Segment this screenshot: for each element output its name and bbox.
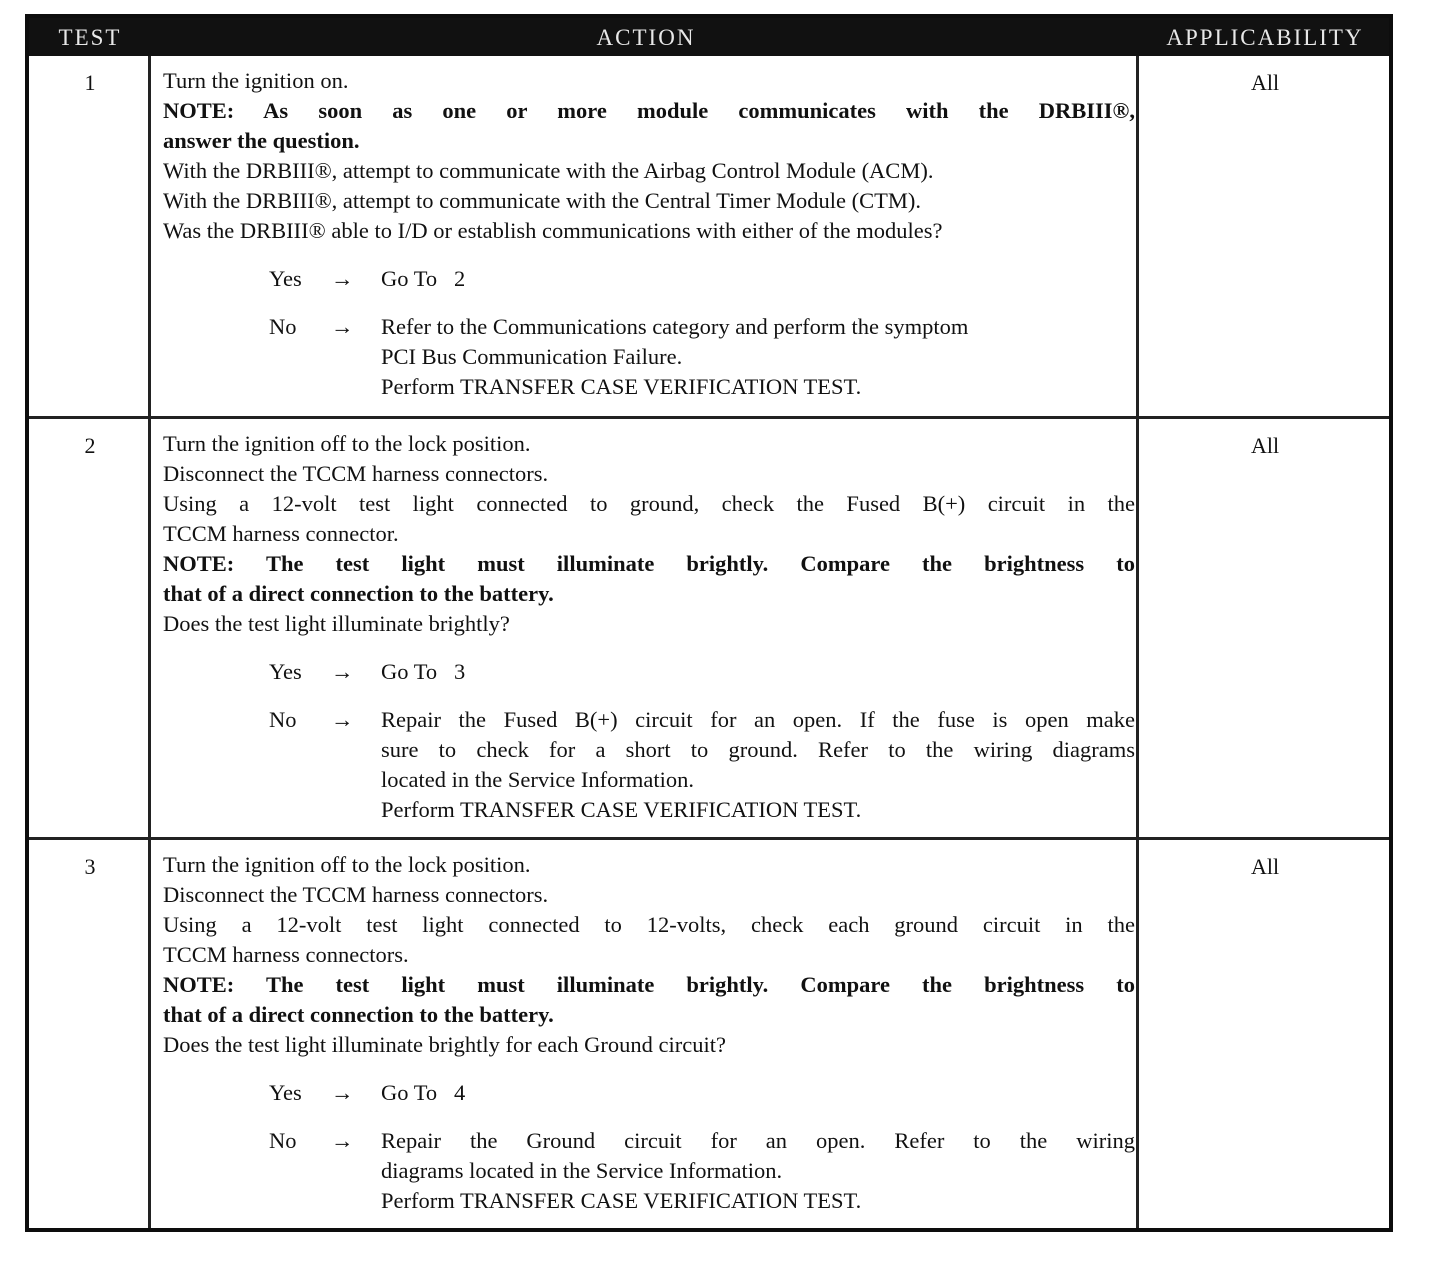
- note-line: that of a direct connection to the battery.: [163, 1002, 554, 1027]
- action-line: Turn the ignition off to the lock position.: [163, 852, 531, 877]
- arrow-icon: →: [331, 1128, 354, 1153]
- action-line: TCCM harness connectors.: [163, 942, 409, 967]
- action-line: Turn the ignition off to the lock position.: [163, 431, 531, 456]
- note-line: that of a direct connection to the battery.: [163, 581, 554, 606]
- action-line: Was the DRBIII® able to I/D or establish communications with either of the modules?: [163, 218, 943, 243]
- action-cell: [163, 429, 1135, 825]
- no-text-line: Perform TRANSFER CASE VERIFICATION TEST.: [381, 1188, 862, 1213]
- action-line: Using a 12-volt test light connected to 12-volts, check each ground circuit in the: [163, 912, 1135, 937]
- arrow-icon: →: [331, 707, 354, 732]
- arrow-icon: →: [331, 314, 354, 339]
- action-line: Does the test light illuminate brightly for each Ground circuit?: [163, 1032, 726, 1057]
- action-line: With the DRBIII®, attempt to communicate with the Airbag Control Module (ACM).: [163, 158, 934, 183]
- action-line: Disconnect the TCCM harness connectors.: [163, 461, 549, 486]
- table-row: [29, 56, 1389, 419]
- no-text-line: sure to check for a short to ground. Refer to the wiring diagrams: [381, 737, 1135, 762]
- yes-label: Yes: [269, 659, 302, 684]
- header-applicability: APPLICABILITY: [1166, 25, 1364, 50]
- no-text-line: Perform TRANSFER CASE VERIFICATION TEST.: [381, 374, 862, 399]
- no-label: No: [269, 1128, 297, 1153]
- test-number: 1: [84, 70, 96, 95]
- note-line: NOTE: The test light must illuminate brightly. Compare the brightness to: [163, 551, 1135, 576]
- yes-outcome: [269, 264, 1135, 294]
- no-text-line: PCI Bus Communication Failure.: [381, 344, 683, 369]
- goto-text: Go To 4: [381, 1080, 466, 1105]
- applicability-value: All: [1250, 70, 1280, 95]
- yes-outcome: [269, 657, 1135, 687]
- header-action: ACTION: [596, 25, 696, 50]
- arrow-icon: →: [331, 659, 354, 684]
- table-header: [29, 18, 1389, 56]
- arrow-icon: →: [331, 266, 354, 291]
- no-text-line: located in the Service Information.: [381, 767, 695, 792]
- no-text-line: diagrams located in the Service Information.: [381, 1158, 783, 1183]
- no-text-line: Repair the Ground circuit for an open. Refer to the wiring: [381, 1128, 1135, 1153]
- action-cell: [163, 66, 1135, 402]
- goto-text: Go To 3: [381, 659, 466, 684]
- action-line: With the DRBIII®, attempt to communicate with the Central Timer Module (CTM).: [163, 188, 921, 213]
- header-test: TEST: [58, 25, 122, 50]
- no-outcome: [269, 705, 1135, 825]
- action-line: TCCM harness connector.: [163, 521, 399, 546]
- action-line: Turn the ignition on.: [163, 68, 349, 93]
- yes-label: Yes: [269, 266, 302, 291]
- action-line: Does the test light illuminate brightly?: [163, 611, 510, 636]
- no-label: No: [269, 314, 297, 339]
- note-line: NOTE: The test light must illuminate brightly. Compare the brightness to: [163, 972, 1135, 997]
- no-outcome: [269, 312, 1135, 402]
- yes-label: Yes: [269, 1080, 302, 1105]
- table-row: [29, 840, 1389, 1228]
- action-line: Disconnect the TCCM harness connectors.: [163, 882, 549, 907]
- no-outcome: [269, 1126, 1135, 1216]
- no-text-line: Perform TRANSFER CASE VERIFICATION TEST.: [381, 797, 862, 822]
- no-text-line: Refer to the Communications category and perform the symptom: [381, 314, 969, 339]
- diagnostic-test-table: [25, 14, 1393, 1232]
- applicability-value: All: [1250, 433, 1280, 458]
- action-line: Using a 12-volt test light connected to ground, check the Fused B(+) circuit in the: [163, 491, 1135, 516]
- applicability-value: All: [1250, 854, 1280, 879]
- no-label: No: [269, 707, 297, 732]
- no-text-line: Repair the Fused B(+) circuit for an open. If the fuse is open make: [381, 707, 1135, 732]
- note-line: answer the question.: [163, 128, 360, 153]
- test-number: 2: [84, 433, 96, 458]
- test-number: 3: [84, 854, 96, 879]
- note-line: NOTE: As soon as one or more module communicates with the DRBIII®,: [163, 98, 1135, 123]
- table-row: [29, 419, 1389, 840]
- arrow-icon: →: [331, 1080, 354, 1105]
- action-cell: [163, 850, 1135, 1216]
- yes-outcome: [269, 1078, 1135, 1108]
- goto-text: Go To 2: [381, 266, 466, 291]
